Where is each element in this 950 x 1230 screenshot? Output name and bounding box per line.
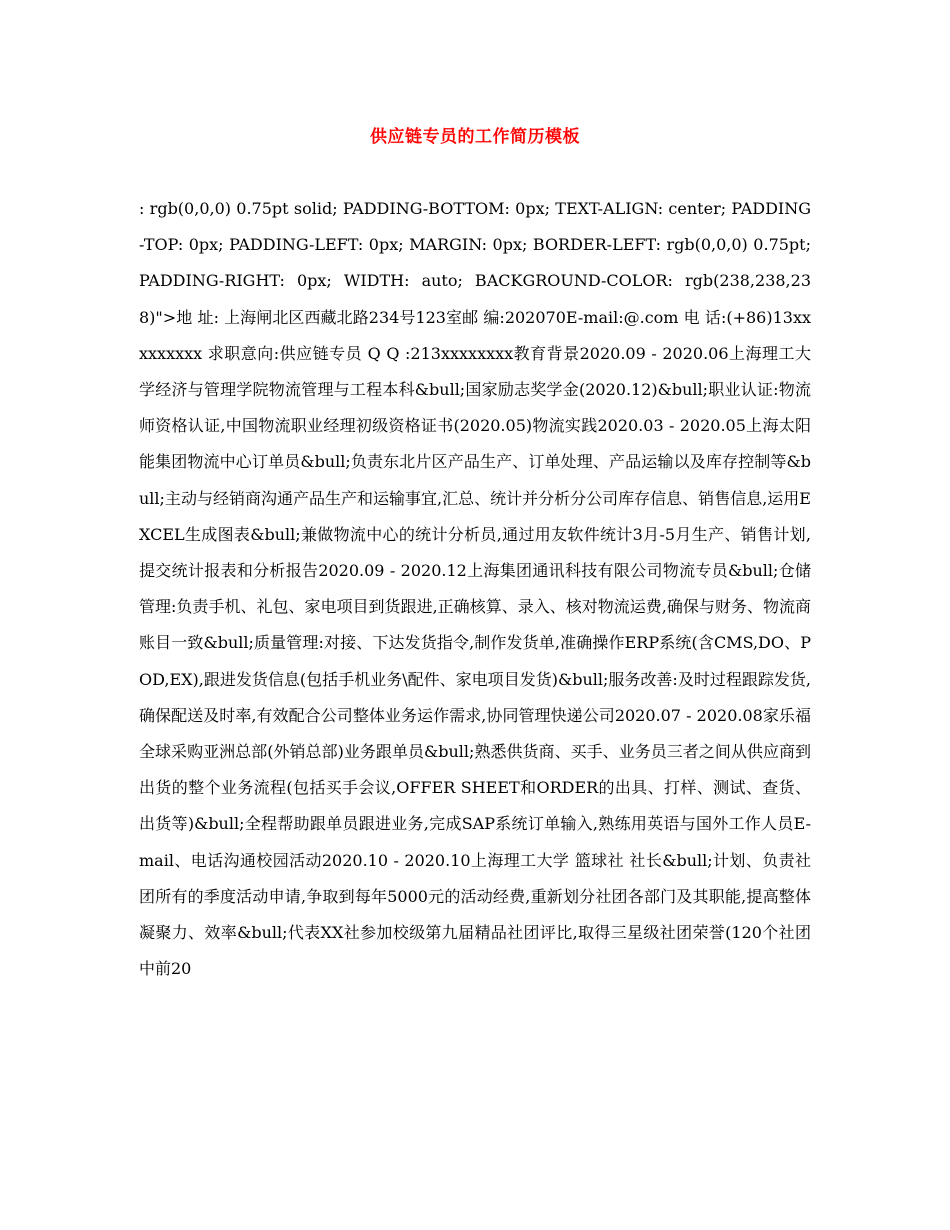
document-body: : rgb(0,0,0) 0.75pt solid; PADDING-BOTTOM: 0px; TEXT-ALIGN: center; PADDING-TOP: 0px; PADDING-LEFT: 0px; MARGIN: 0px; BORDER-LEFT: rgb(0,0,0) 0.75pt; PADDING-RIGHT: 0px; WIDTH: auto; BACKGROUND-COLOR: rgb(238,238,238)">地 址: 上海闸北区西藏北路234号123室邮 编:202070E-mail:@.com 电 话:(+86)13xxxxxxxxx 求职意向:供应链专员 Q Q :213xxxxxxxx教育背景2020.09 - 2020.06上海理工大学经济与管理学院物流管理与工程本科&bull;国家励志奖学金(2020.12)&bull;职业认证:物流师资格认证,中国物流职业经理初级资格证书(2020.05)物流实践2020.03 - 2020.05上海太阳能集团物流中心订单员&bull;负责东北片区产品生产、订单处理、产品运输以及库存控制等&bull;主动与经销商沟通产品生产和运输事宜,汇总、统计并分析分公司库存信息、销售信息,运用EXCEL生成图表&bull;兼做物流中心的统计分析员,通过用友软件统计3月-5月生产、销售计划,提交统计报表和分析报告2020.09 - 2020.12上海集团通讯科技有限公司物流专员&bull;仓储管理:负责手机、礼包、家电项目到货跟进,正确核算、录入、核对物流运费,确保与财务、物流商账目一致&bull;质量管理:对接、下达发货指令,制作发货单,准确操作ERP系统(含CMS,DO、POD,EX),跟进发货信息(包括手机业务\配件、家电项目发货)&bull;服务改善:及时过程跟踪发货,确保配送及时率,有效配合公司整体业务运作需求,协同管理快递公司2020.07 - 2020.08家乐福全球采购亚洲总部(外销总部)业务跟单员&bull;熟悉供货商、买手、业务员三者之间从供应商到出货的整个业务流程(包括买手会议,OFFER SHEET和ORDER的出具、打样、测试、查货、出货等)&bull;全程帮助跟单员跟进业务,完成SAP系统订单输入,熟练用英语与国外工作人员E-mail、电话沟通校园活动2020.10 - 2020.10上海理工大学 篮球社 社长&bull;计划、负责社团所有的季度活动申请,争取到每年5000元的活动经费,重新划分社团各部门及其职能,提高整体凝聚力、效率&bull;代表XX社参加校级第九届精品社团评比,取得三星级社团荣誉(120个社团中前20: [139, 199, 811, 979]
document-title: 供应链专员的工作简历模板: [370, 127, 580, 147]
